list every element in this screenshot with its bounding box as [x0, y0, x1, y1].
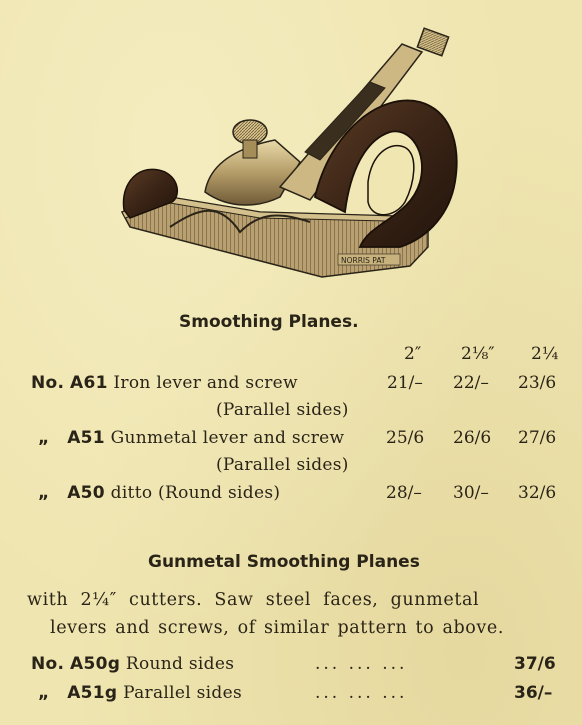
list-item	[31, 373, 298, 393]
item-price: 28/–	[386, 483, 422, 503]
item-description: Round sides	[125, 654, 235, 674]
item-price: 30/–	[453, 483, 489, 503]
item-price: 27/6	[518, 428, 557, 448]
item-price: 22/–	[453, 373, 489, 393]
item-model: A61	[69, 373, 108, 393]
item-price: 36/–	[514, 683, 553, 703]
list-item	[38, 428, 344, 448]
list-item	[31, 654, 234, 674]
size-header: 2⅛″	[461, 344, 495, 364]
leader-dots: ... ... ...	[315, 654, 408, 674]
plane-maker-mark: NORRIS PAT	[341, 256, 386, 265]
item-note: (Parallel sides)	[216, 455, 349, 475]
item-price: 26/6	[453, 428, 492, 448]
item-model: A50g	[69, 654, 121, 674]
item-price: 21/–	[387, 373, 423, 393]
item-note: (Parallel sides)	[216, 400, 349, 420]
list-item	[38, 483, 280, 503]
item-prefix: „	[38, 683, 50, 703]
smoothing-plane-illustration	[110, 22, 470, 290]
item-description: ditto (Round sides)	[110, 483, 281, 503]
item-model: A50	[67, 483, 105, 503]
item-price: 25/6	[386, 428, 425, 448]
item-prefix: No.	[31, 373, 65, 393]
item-prefix: No.	[31, 654, 65, 674]
size-header: 2″	[404, 344, 422, 364]
item-model: A51g	[67, 683, 118, 703]
item-price: 37/6	[514, 654, 556, 674]
item-prefix: „	[38, 428, 50, 448]
item-description: Parallel sides	[123, 683, 242, 703]
item-price: 32/6	[518, 483, 557, 503]
item-model: A51	[67, 428, 105, 448]
size-header: 2¼	[531, 344, 559, 364]
section-title-smoothing-planes: Smoothing Planes.	[179, 312, 359, 332]
leader-dots: ... ... ...	[315, 683, 408, 703]
list-item	[38, 683, 242, 703]
section-description-line: levers and screws, of similar pattern to above.	[50, 618, 505, 638]
item-description: Gunmetal lever and screw	[110, 428, 345, 448]
section-title-gunmetal-smoothing-planes: Gunmetal Smoothing Planes	[148, 552, 420, 572]
item-description: Iron lever and screw	[113, 373, 298, 393]
section-description-line: with 2¼″ cutters. Saw steel faces, gunmetal	[27, 590, 480, 610]
item-prefix: „	[38, 483, 50, 503]
item-price: 23/6	[518, 373, 557, 393]
